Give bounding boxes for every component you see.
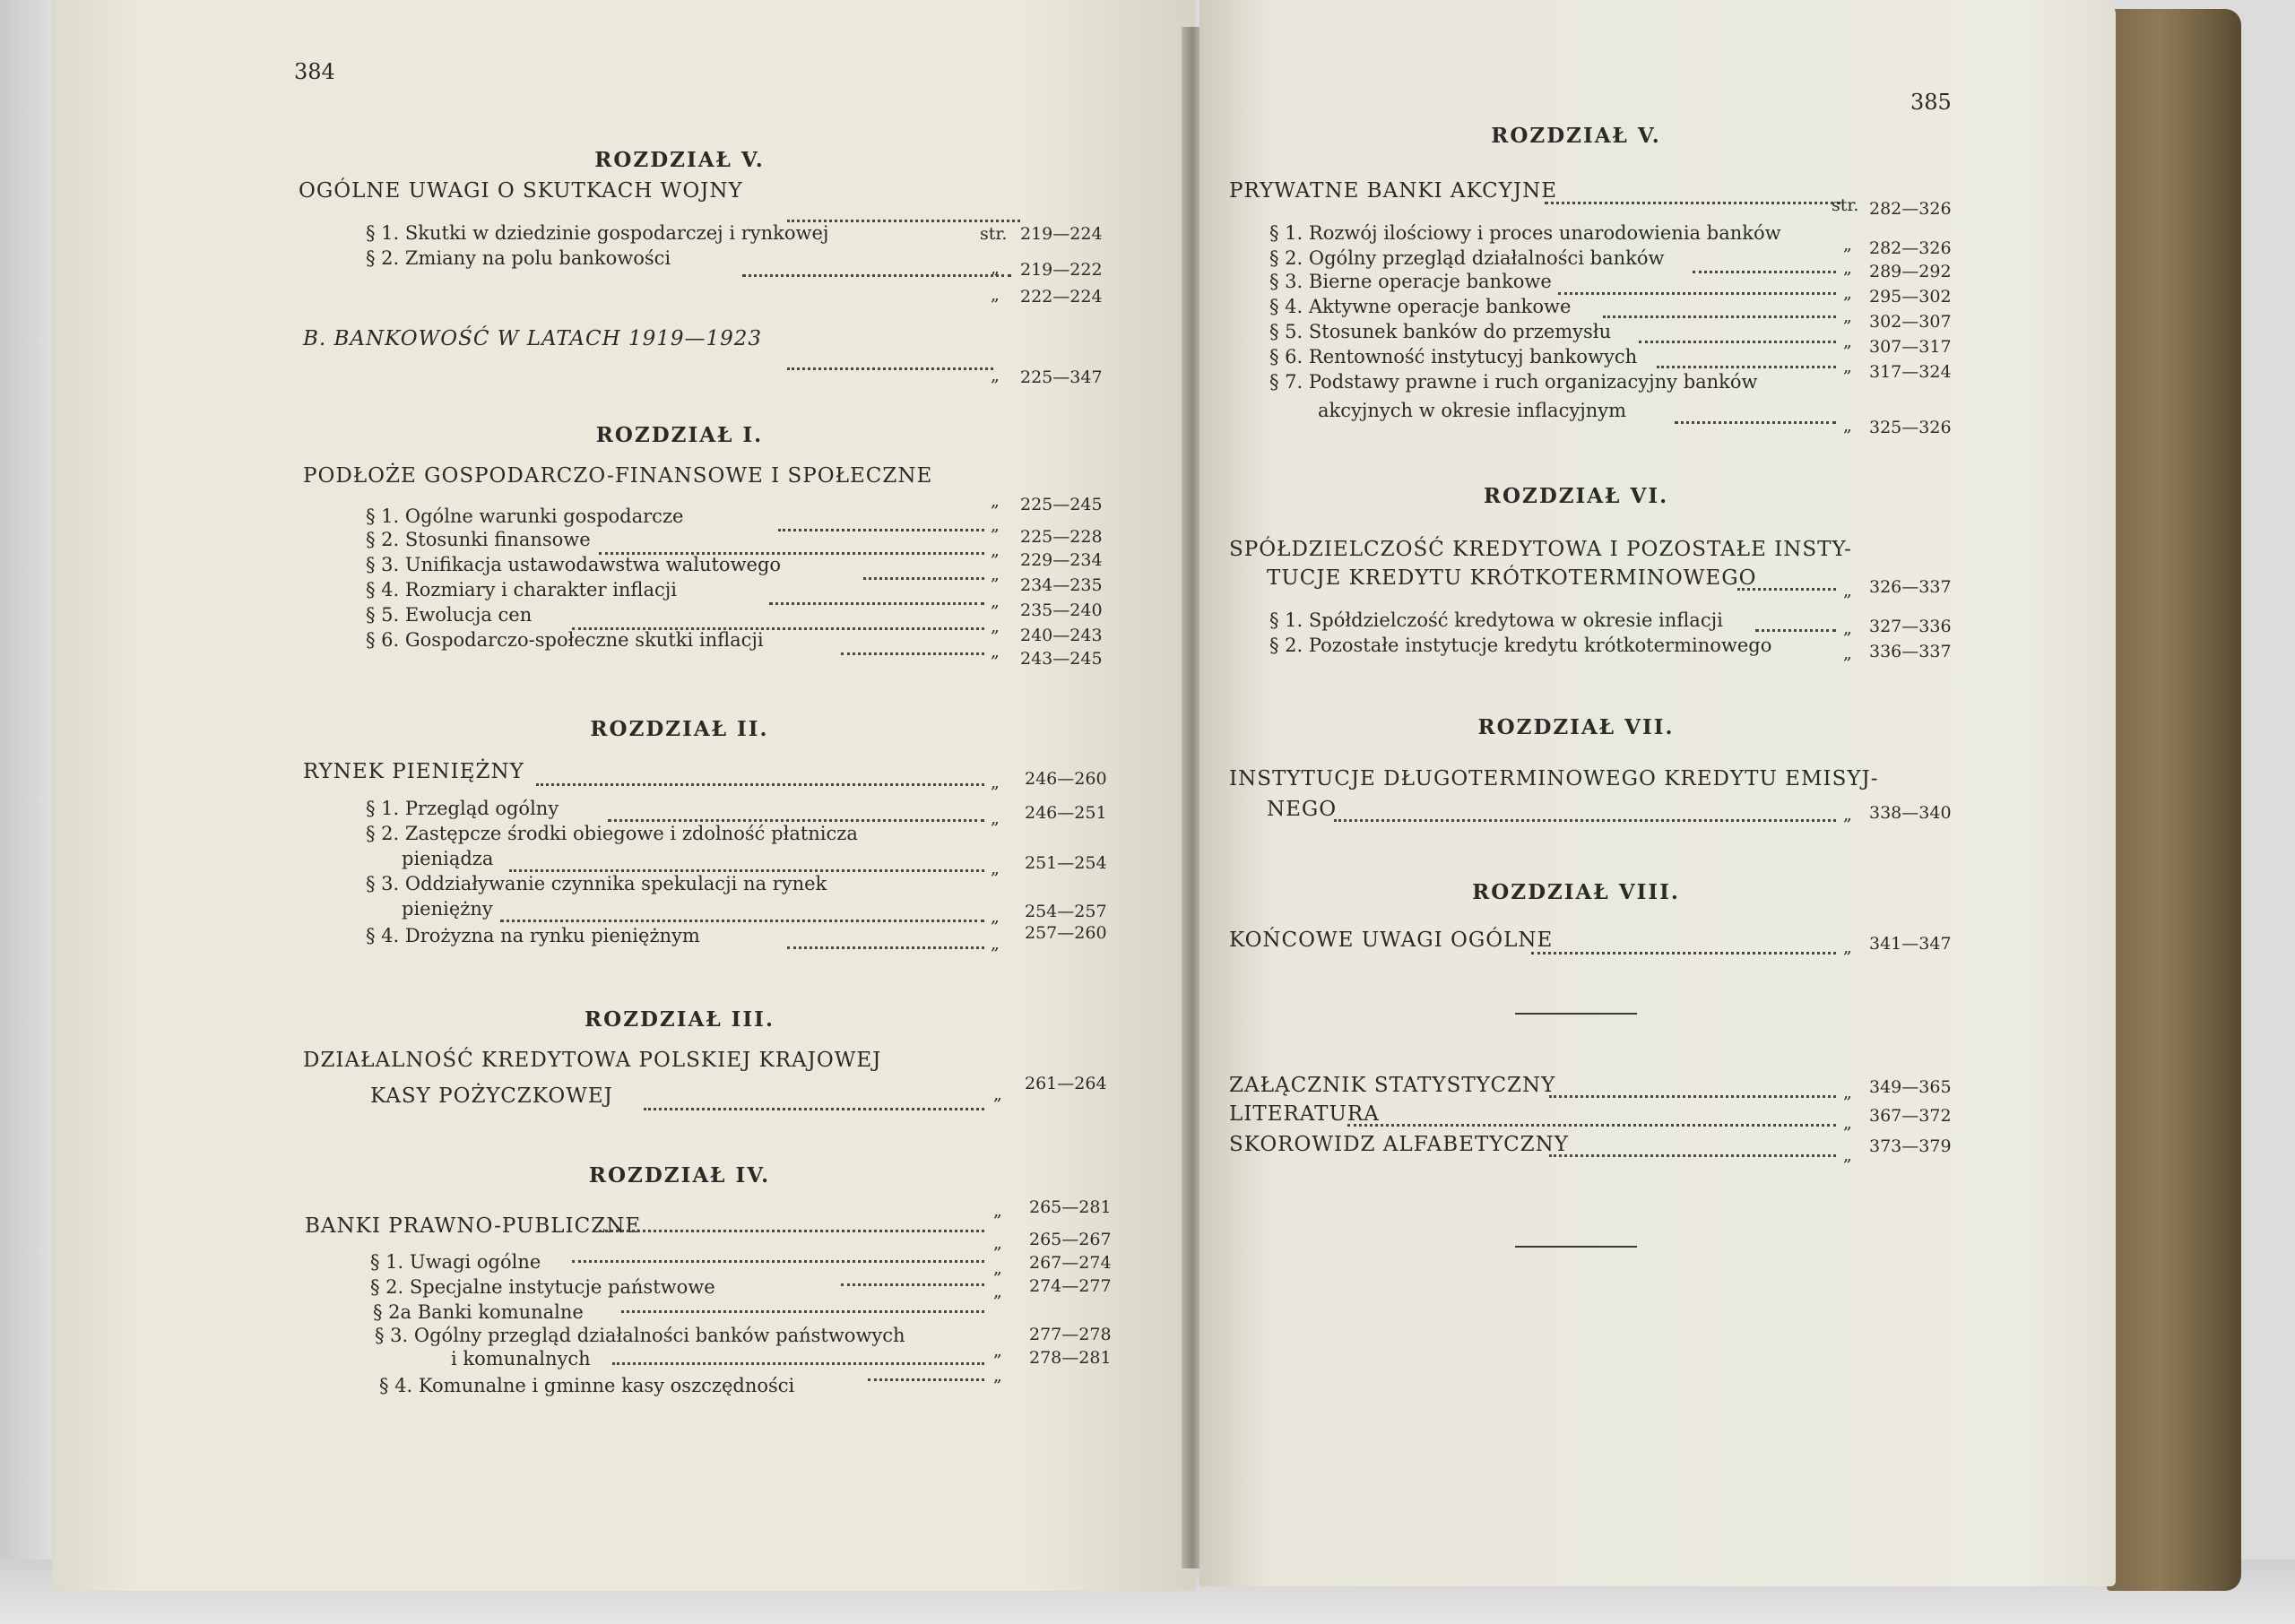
page-range: 225—245 (1020, 495, 1103, 514)
page-range: 317—324 (1869, 362, 1952, 382)
ditto-mark: „ (991, 285, 1000, 305)
dot-leader (841, 652, 984, 655)
toc-item: § 1. Skutki w dziedzinie gospodarczej i rynkowej (366, 222, 829, 244)
toc-item: § 3. Unifikacja ustawodawstwa walutowego (366, 554, 782, 575)
page-range: 219—222 (1020, 260, 1103, 280)
section-divider (1515, 1246, 1637, 1248)
ditto-mark: „ (991, 907, 1000, 927)
section-title-ogolne-uwagi: OGÓLNE UWAGI O SKUTKACH WOJNY (299, 179, 743, 203)
toc-item: § 3. Oddziaływanie czynnika spekulacji na rynek (366, 873, 827, 894)
page-range: 282—326 (1869, 199, 1952, 219)
ditto-mark: „ (1843, 1083, 1852, 1102)
page-range: 289—292 (1869, 262, 1952, 281)
page-range: 240—243 (1020, 626, 1103, 645)
page-number: 385 (1910, 90, 1952, 115)
page-range: 222—224 (1020, 287, 1103, 307)
page-range: 251—254 (1025, 853, 1107, 873)
toc-item: § 3. Bierne operacje bankowe (1269, 271, 1552, 292)
dot-leader (1675, 421, 1836, 424)
section-title-podloze: PODŁOŻE GOSPODARCZO-FINANSOWE I SPOŁECZNE (303, 464, 933, 488)
dot-leader (572, 1260, 984, 1263)
ditto-mark: „ (991, 592, 1000, 611)
page-range: 274—277 (1029, 1276, 1112, 1296)
dot-leader (1737, 588, 1836, 591)
section-title-prywatne: PRYWATNE BANKI AKCYJNE (1229, 179, 1557, 203)
dot-leader (863, 577, 984, 580)
toc-item: § 2. Pozostałe instytucje kredytu krótkoterminowego (1269, 635, 1772, 656)
ditto-mark: „ (991, 808, 1000, 828)
dot-leader (868, 1378, 984, 1381)
backmatter-item: LITERATURA (1229, 1102, 1380, 1126)
page-range: 235—240 (1020, 600, 1103, 620)
page-range: 257—260 (1025, 923, 1107, 943)
chapter-heading-iv: ROZDZIAŁ IV. (588, 1163, 771, 1188)
backmatter-item: SKOROWIDZ ALFABETYCZNY (1229, 1133, 1569, 1156)
ditto-mark: „ (1843, 235, 1852, 255)
page-range: 243—245 (1020, 649, 1103, 669)
ditto-mark: „ (1843, 644, 1852, 663)
ditto-mark: „ (993, 1282, 1002, 1301)
ditto-mark: „ (991, 515, 1000, 535)
page-range: 261—264 (1025, 1074, 1107, 1093)
chapter-heading-v: ROZDZIAŁ V. (594, 148, 765, 172)
toc-item: § 1. Ogólne warunki gospodarcze (366, 505, 684, 527)
chapter-heading-vi: ROZDZIAŁ VI. (1483, 484, 1669, 508)
toc-item: § 2. Ogólny przegląd działalności banków (1269, 247, 1665, 269)
section-title-rynek: RYNEK PIENIĘŻNY (303, 760, 524, 783)
dot-leader (1549, 1095, 1836, 1098)
page-range: 307—317 (1869, 337, 1952, 357)
ditto-mark: „ (1843, 416, 1852, 436)
toc-item-continuation: pieniądza (402, 848, 494, 869)
page-range: 246—251 (1025, 803, 1107, 823)
dot-leader (1639, 341, 1836, 343)
dot-leader (500, 920, 984, 922)
toc-item: § 1. Rozwój ilościowy i proces unarodowienia banków (1269, 222, 1781, 244)
dot-leader (644, 1108, 984, 1110)
toc-item: § 2. Zmiany na polu bankowości (366, 247, 671, 269)
toc-item: § 6. Rentowność instytucyj bankowych (1269, 346, 1638, 367)
dot-leader (1558, 292, 1836, 295)
page-range: 229—234 (1020, 550, 1103, 570)
page-range: 277—278 (1029, 1325, 1112, 1344)
ditto-mark: „ (993, 1084, 1002, 1104)
toc-item: § 5. Stosunek banków do przemysłu (1269, 321, 1612, 342)
ditto-mark: „ (1843, 307, 1852, 326)
chapter-heading-iii: ROZDZIAŁ III. (585, 1007, 775, 1032)
section-title-instytucje: INSTYTUCJE DŁUGOTERMINOWEGO KREDYTU EMISYJ- (1229, 767, 1879, 790)
page-range: 246—260 (1025, 769, 1107, 789)
toc-item: § 1. Przegląd ogólny (366, 798, 559, 819)
page-range: 225—347 (1020, 367, 1103, 387)
book-cover-edge (2107, 9, 2241, 1591)
chapter-heading-ii: ROZDZIAŁ II. (590, 717, 769, 741)
dot-leader (509, 869, 984, 872)
ditto-mark: „ (991, 366, 1000, 385)
toc-item-continuation: pieniężny (402, 898, 493, 920)
dot-leader (778, 529, 984, 531)
dot-leader (1549, 1154, 1836, 1157)
backmatter-item: ZAŁĄCZNIK STATYSTYCZNY (1229, 1074, 1556, 1097)
toc-item: § 1. Uwagi ogólne (370, 1251, 541, 1273)
toc-item: § 4. Komunalne i gminne kasy oszczędności (379, 1375, 795, 1396)
page-range: 225—228 (1020, 527, 1103, 547)
ditto-mark: „ (991, 642, 1000, 661)
page-number: 384 (294, 59, 335, 84)
ditto-mark: „ (1843, 357, 1852, 376)
dot-leader (1334, 819, 1836, 822)
ditto-mark: „ (1843, 332, 1852, 351)
part-title-b: B. BANKOWOŚĆ W LATACH 1919—1923 (303, 327, 763, 350)
ditto-mark: „ (993, 1341, 1002, 1361)
dot-leader (787, 946, 984, 949)
ditto-mark: „ (1843, 1145, 1852, 1165)
ditto-mark: „ (991, 565, 1000, 584)
page-range: 282—326 (1869, 238, 1952, 258)
dot-leader (1657, 366, 1836, 368)
toc-item-continuation: i komunalnych (451, 1348, 591, 1369)
page-str-label: str. (980, 224, 1008, 244)
ditto-mark: „ (993, 1366, 1002, 1386)
section-title-koncowe: KOŃCOWE UWAGI OGÓLNE (1229, 929, 1554, 952)
ditto-mark: „ (1843, 805, 1852, 825)
page-range: 302—307 (1869, 312, 1952, 332)
toc-item-continuation: akcyjnych w okresie inflacyjnym (1318, 400, 1627, 421)
page-range: 336—337 (1869, 642, 1952, 661)
dot-leader (742, 274, 1011, 277)
ditto-mark: „ (1843, 283, 1852, 303)
toc-item: § 2. Zastępcze środki obiegowe i zdolność płatnicza (366, 823, 858, 844)
toc-item: § 2. Stosunki finansowe (366, 529, 591, 550)
chapter-heading-v: ROZDZIAŁ V. (1491, 124, 1661, 148)
dot-leader (621, 1310, 984, 1313)
dot-leader (612, 1362, 984, 1365)
ditto-mark: „ (993, 1201, 1002, 1221)
dot-leader (536, 783, 984, 786)
toc-item: § 2. Specjalne instytucje państwowe (370, 1276, 715, 1298)
chapter-heading-viii: ROZDZIAŁ VIII. (1472, 880, 1680, 904)
page-range: 338—340 (1869, 803, 1952, 823)
section-title-spoldzielczosc-cont: TUCJE KREDYTU KRÓTKOTERMINOWEGO (1267, 566, 1757, 590)
dot-leader (1755, 629, 1836, 632)
ditto-mark: „ (1843, 1113, 1852, 1133)
ditto-mark: „ (993, 1258, 1002, 1278)
page-range: 325—326 (1869, 418, 1952, 437)
section-title-spoldzielczosc: SPÓŁDZIELCZOŚĆ KREDYTOWA I POZOSTAŁE INSTY- (1229, 538, 1852, 561)
ditto-mark: „ (991, 859, 1000, 878)
section-title-pkkp: DZIAŁALNOŚĆ KREDYTOWA POLSKIEJ KRAJOWEJ (303, 1049, 882, 1072)
dot-leader (1693, 271, 1836, 273)
chapter-heading-vii: ROZDZIAŁ VII. (1477, 715, 1675, 739)
page-range: 326—337 (1869, 577, 1952, 597)
ditto-mark: „ (991, 934, 1000, 954)
page-range: 265—267 (1029, 1230, 1112, 1249)
ditto-mark: „ (991, 617, 1000, 636)
ditto-mark: „ (993, 1233, 1002, 1253)
toc-item: § 4. Rozmiary i charakter inflacji (366, 579, 677, 600)
page-range: 267—274 (1029, 1253, 1112, 1273)
section-title-pkkp-cont: KASY POŻYCZKOWEJ (370, 1084, 613, 1108)
ditto-mark: „ (1843, 937, 1852, 957)
section-title-instytucje-cont: NEGO (1267, 798, 1338, 821)
ditto-mark: „ (1843, 581, 1852, 600)
dot-leader (608, 819, 984, 822)
toc-item: § 4. Drożyzna na rynku pieniężnym (366, 925, 700, 946)
chapter-heading-i: ROZDZIAŁ I. (595, 423, 764, 447)
toc-item: § 2a Banki komunalne (373, 1301, 584, 1323)
toc-item: § 1. Spółdzielczość kredytowa w okresie inflacji (1269, 609, 1723, 631)
ditto-mark: „ (991, 491, 1000, 511)
page-range: 254—257 (1025, 902, 1107, 921)
section-divider (1515, 1013, 1637, 1015)
dot-leader (1347, 1124, 1836, 1127)
dot-leader (599, 1230, 984, 1232)
dot-leader (1545, 202, 1840, 204)
dot-leader (1603, 315, 1836, 318)
ditto-mark: „ (1843, 618, 1852, 638)
dot-leader (841, 1283, 984, 1286)
page-range: 327—336 (1869, 617, 1952, 636)
page-range: 341—347 (1869, 934, 1952, 954)
dot-leader (769, 602, 984, 605)
left-page (52, 0, 1195, 1591)
page-range: 373—379 (1869, 1136, 1952, 1156)
dot-leader (787, 367, 993, 370)
toc-item: § 7. Podstawy prawne i ruch organizacyjny banków (1269, 371, 1758, 393)
page-range: 265—281 (1029, 1197, 1112, 1217)
ditto-mark: „ (991, 258, 1000, 278)
page-range: 367—372 (1869, 1106, 1952, 1126)
dot-leader (1531, 952, 1836, 955)
toc-item: § 6. Gospodarczo-społeczne skutki inflacji (366, 629, 764, 651)
page-range: 234—235 (1020, 575, 1103, 595)
page-range: 295—302 (1869, 287, 1952, 307)
toc-item: § 5. Ewolucja cen (366, 604, 533, 626)
page-str-label: str. (1832, 195, 1859, 215)
ditto-mark: „ (991, 773, 1000, 792)
ditto-mark: „ (1843, 258, 1852, 278)
ditto-mark: „ (991, 540, 1000, 560)
toc-item: § 4. Aktywne operacje bankowe (1269, 296, 1572, 317)
toc-item: § 3. Ogólny przegląd działalności banków państwowych (375, 1325, 905, 1346)
right-page (1199, 0, 2116, 1586)
page-range: 349—365 (1869, 1077, 1952, 1097)
page-range: 278—281 (1029, 1348, 1112, 1368)
section-title-banki: BANKI PRAWNO-PUBLICZNE (305, 1214, 642, 1238)
page-range: 219—224 (1020, 224, 1103, 244)
